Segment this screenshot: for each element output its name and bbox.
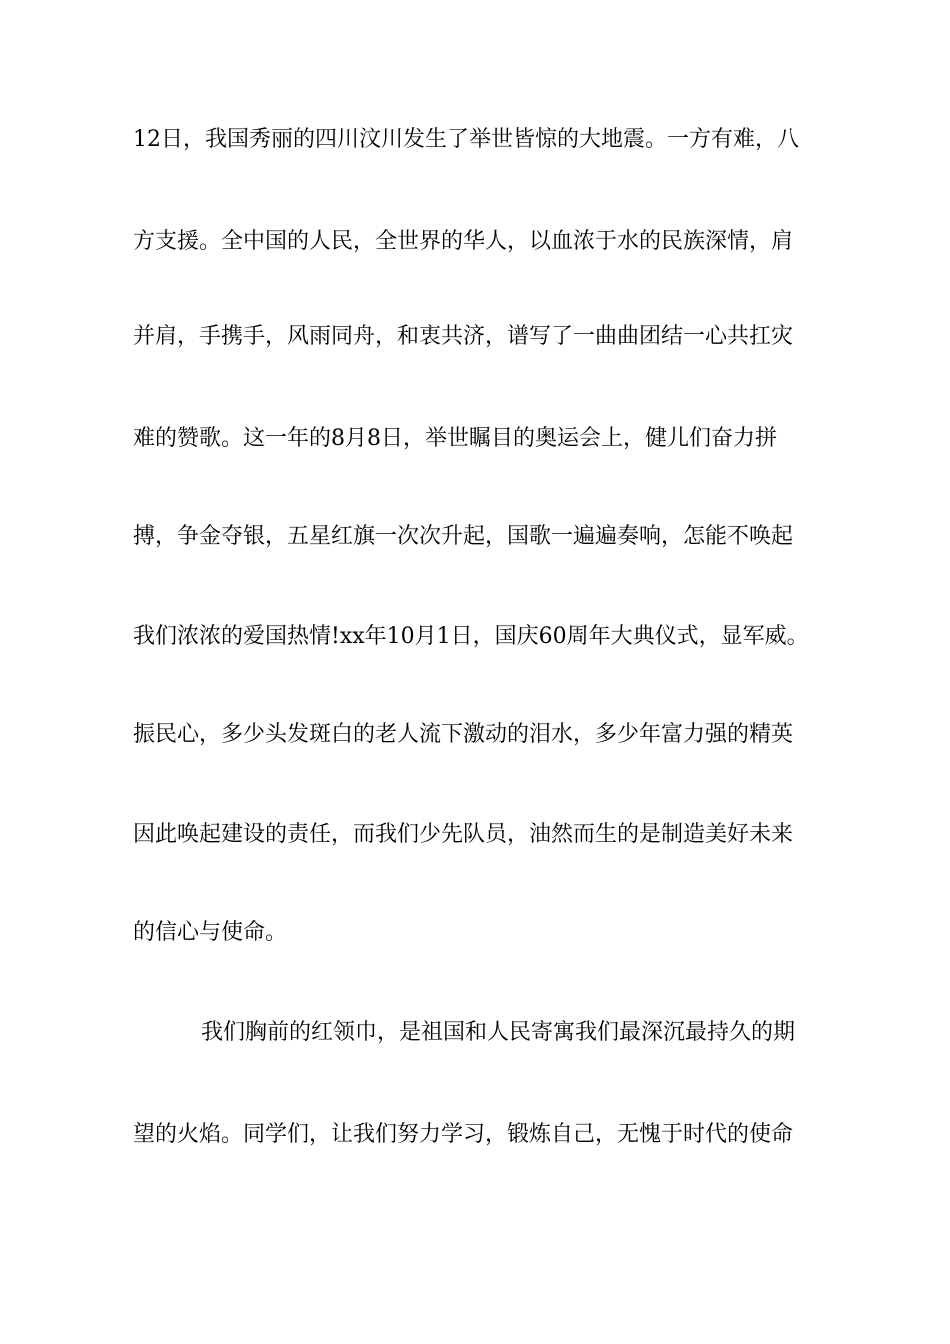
paragraph-line: 望的火焰。同学们，让我们努力学习，锻炼自己，无愧于时代的使命 [133,1122,794,1147]
paragraph-line: 方支援。全中国的人民，全世界的华人，以血浓于水的民族深情，肩 [133,229,794,254]
paragraph-line: 搏，争金夺银，五星红旗一次次升起，国歌一遍遍奏响，怎能不唤起 [133,524,794,549]
paragraph-line-indented: 我们胸前的红领巾，是祖国和人民寄寓我们最深沉最持久的期 [201,1020,796,1045]
paragraph-line: 的信心与使命。 [133,920,288,945]
paragraph-line: 因此唤起建设的责任，而我们少先队员，油然而生的是制造美好未来 [133,822,794,847]
paragraph-line: 振民心，多少头发斑白的老人流下激动的泪水，多少年富力强的精英 [133,722,794,747]
paragraph-line: 并肩，手携手，风雨同舟，和衷共济，谱写了一曲曲团结一心共扛灾 [133,324,794,349]
paragraph-line: 12日，我国秀丽的四川汶川发生了举世皆惊的大地震。一方有难，八 [133,127,799,152]
paragraph-line: 难的赞歌。这一年的8月8日，举世瞩目的奥运会上，健儿们奋力拼 [133,426,777,451]
paragraph-line: 我们浓浓的爱国热情!xx年10月1日，国庆60周年大典仪式，显军威。 [133,624,809,649]
